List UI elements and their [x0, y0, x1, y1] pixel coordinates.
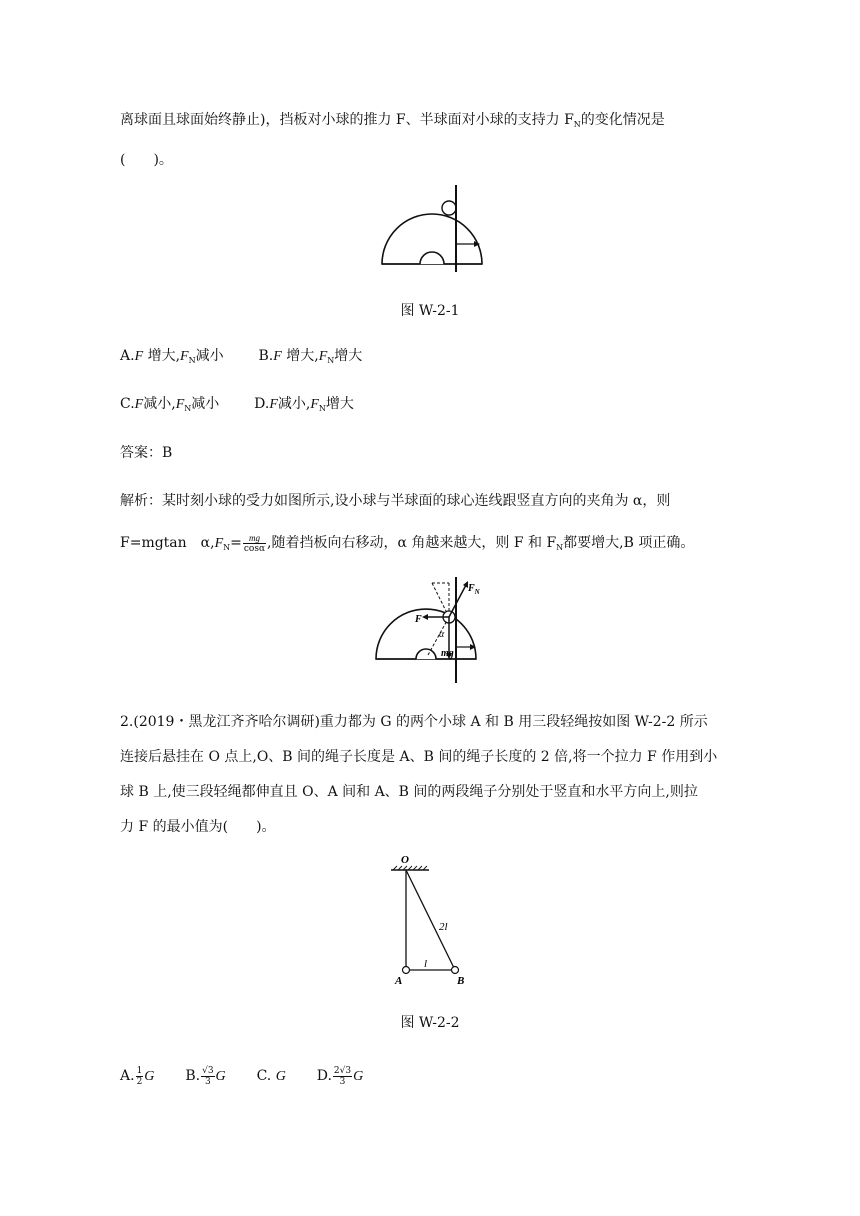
q1-option-c: C.F减小$,F_N$减小	[120, 396, 220, 413]
q2-options	[120, 1062, 363, 1091]
q2-option-d: D. $\frac{2√3}{3}$ G	[316, 1065, 364, 1087]
q1-options-row1	[120, 346, 362, 371]
q1-option-d: D.F减小$,F_N$增大	[254, 396, 354, 413]
q2-stem-line2: 连接后悬挂在 O 点上,O、B 间的绳子长度是 A、B 间的绳子长度的 2 倍,将一个拉力 F 作用到小	[120, 749, 718, 765]
fn-label: $F_N$	[468, 583, 480, 596]
label-l: l	[424, 958, 428, 970]
q1-option-a: A.F 增大$,F_N$减小	[120, 348, 224, 365]
q2-option-c: C. G	[256, 1068, 286, 1084]
q1-stem-line1: 离球面且球面始终静止)，挡板对小球的推力 F、半球面对小球的支持力 $F_N$的变化情况是	[120, 112, 665, 129]
rope-ob	[406, 870, 455, 970]
q1-analysis-line1: 解析：某时刻小球的受力如图所示,设小球与半球面的球心连线跟竖直方向的夹角为 α，则	[120, 493, 671, 509]
figure-w-2-1-caption: 图 W-2-1	[400, 303, 460, 319]
q2-option-b: B. $\frac{√3}{3}$ G	[185, 1065, 226, 1087]
mg-over-cos-fraction: $\frac{mg}{\cos\alpha}$	[243, 532, 266, 554]
q1-analysis-line2: F=mgtan $\alpha,F_N=$ $\frac{mg}{\cos\alpha}$ ,随着挡板向右移动，α 角越来越大，则 F 和 $F_N$都要增大,B 项正确。	[120, 532, 695, 554]
f-label: F	[415, 614, 422, 625]
q1-options-row2	[120, 394, 354, 419]
label-o: O	[401, 854, 409, 866]
q2-option-a: A. $\frac{1}{2}$ G	[120, 1065, 155, 1087]
hemisphere-notch	[420, 252, 444, 264]
label-a: A	[395, 975, 403, 987]
mg-label: mg	[441, 648, 454, 659]
alpha-label: α	[439, 629, 445, 640]
figure-w-2-2-caption: 图 W-2-2	[400, 1015, 460, 1031]
q2-stem-line1: 2.(2019・黑龙江齐齐哈尔调研)重力都为 G 的两个小球 A 和 B 用三段轻绳按如图 W-2-2 所示	[120, 714, 708, 730]
ball-a	[403, 967, 410, 974]
q2-stem-line3: 球 B 上,使三段轻绳都伸直且 O、A 间和 A、B 间的两段绳子分别处于竖直和水平方向上,则拉	[120, 784, 698, 800]
q1-option-b: B.F 增大$,F_N$增大	[258, 348, 363, 365]
q2-stem-line4: 力 F 的最小值为( )。	[120, 819, 276, 835]
ball-b	[452, 967, 459, 974]
force-diagram	[370, 575, 500, 690]
figure-w-2-1	[370, 180, 490, 280]
fn-arrow	[449, 585, 466, 617]
figure-w-2-2	[385, 850, 475, 990]
q1-answer: 答案：B	[120, 445, 173, 461]
q1-stem-line2: ( )。	[120, 152, 173, 168]
label-b: B	[457, 975, 465, 987]
small-ball	[442, 201, 456, 215]
label-2l: 2l	[439, 921, 448, 933]
